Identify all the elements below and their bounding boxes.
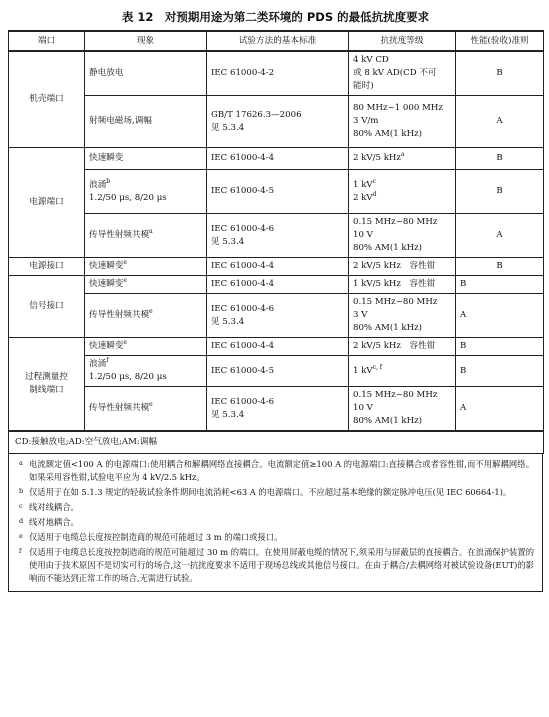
footnote-mark: e [123, 277, 127, 285]
level-line: 2 kV/5 kHz 容性钳 [353, 261, 436, 271]
table-title: 表 12 对预期用途为第二类环境的 PDS 的最低抗扰度要求 [121, 10, 430, 24]
table-row [9, 338, 544, 356]
table-row [9, 276, 544, 294]
table-row [9, 258, 544, 276]
table-row [9, 214, 544, 258]
cell-line: IEC 61000-4-6 [211, 396, 275, 407]
footnote-mark: b [19, 487, 24, 495]
level-line: 能时) [353, 81, 374, 91]
phenomenon-cell [85, 338, 207, 356]
standard-cell [207, 51, 349, 96]
footnote-text: 仅适用于在如 5.1.3 规定的轻载试验条件期间电流消耗<63 A 的电源端口。不应超过基本绝缘的额定脉冲电压(见 IEC 60664-1)。 [29, 487, 512, 497]
phenomenon-name: 快速瞬变$^e$ [89, 339, 127, 351]
footnote-text: 电流额定值<100 A 的电源端口:使用耦合和解耦网络直接耦合。电流额定值≥100 A 的电源端口:直接耦合或者容性钳,而不用解耦网络。如果采用容性钳,试验电平应为 4 kV/2.5 kHz。 [29, 459, 534, 482]
level-cell [349, 258, 456, 276]
table-row [9, 148, 544, 170]
table-body [9, 31, 544, 454]
cell-line: IEC 61000-4-4 [211, 261, 275, 271]
port-cell [9, 258, 85, 276]
criterion-cell: A [456, 214, 544, 258]
cell-line: 机壳端口 [29, 94, 64, 104]
level-line: 80% AM(1 kHz) [353, 416, 422, 426]
cell-line: 制线端口 [29, 385, 64, 395]
cell-line: 见 5.3.4 [211, 316, 245, 327]
table-row [9, 294, 544, 338]
level-cell [349, 51, 456, 96]
footnote-text: 仅适用于电缆总长度按控制造商的规范可能超过 30 m 的端口。在使用屏蔽电缆的情况下,须采用与屏蔽层的直接耦合。在浪涌保护装置的使用由于技术原因不是切实可行的场合,这一抗扰度要求不适用于现场总线或其他信号接口。在由于耦合/去耦网络对被试验设备(EUT)的影响而不能达到正常工作的场合,无需进行试验。 [29, 547, 534, 583]
header-level: 抗扰度等级 [349, 31, 456, 51]
phenomenon-cell [85, 96, 207, 148]
standard-cell [207, 214, 349, 258]
footnote-mark: b [106, 177, 111, 185]
notes-block [8, 454, 543, 592]
level-cell [349, 356, 456, 387]
footnote-mark: e [123, 259, 127, 267]
footnote-mark: f [106, 357, 109, 365]
cell-line: 电源端口 [29, 197, 64, 207]
level-cell [349, 214, 456, 258]
level-cell [349, 148, 456, 170]
cell-line: IEC 61000-4-2 [211, 68, 275, 78]
phenomenon-waveform: 1.2/50 μs, 8/20 μs [89, 372, 167, 382]
level-cell [349, 276, 456, 294]
footnote [19, 486, 534, 499]
standard-cell [207, 276, 349, 294]
phenomenon-cell [85, 170, 207, 214]
header-port: 端口 [9, 31, 85, 51]
footnote-text: 线对线耦合。 [29, 502, 79, 512]
phenomenon-name: 快速瞬变$^e$ [89, 277, 127, 289]
level-line: 80 MHz~1 000 MHz [353, 103, 443, 113]
footnote-mark: e [123, 339, 127, 347]
cell-line: IEC 61000-4-5 [211, 186, 275, 196]
phenomenon-name: 射频电磁场,调幅 [89, 116, 152, 126]
footnote-text: 仅适用于电缆总长度按控制造商的规范可能超过 3 m 的端口或接口。 [29, 532, 283, 542]
phenomenon-name: 传导性射频共模$^e$ [89, 401, 153, 413]
level-line: 80% AM(1 kHz) [353, 129, 422, 139]
footnote [19, 458, 534, 484]
table-row [9, 356, 544, 387]
level-line: 1 kV/5 kHz 容性钳 [353, 279, 436, 289]
criterion-cell: B [456, 148, 544, 170]
standard-cell [207, 338, 349, 356]
criterion-cell: B [456, 338, 544, 356]
criterion-cell: B [456, 51, 544, 96]
cell-line: IEC 61000-4-6 [211, 223, 275, 234]
phenomenon-name: 传导性射频共模$^e$ [89, 308, 153, 320]
cell-line: 见 5.3.4 [211, 122, 245, 133]
footnote-mark: c, f [372, 363, 383, 371]
criterion-cell: B [456, 276, 544, 294]
phenomenon-name: 浪涌$^b$ [89, 177, 111, 190]
standard-cell [207, 170, 349, 214]
level-line: 3 V/m [353, 116, 379, 126]
standard-cell [207, 356, 349, 387]
phenomenon-name: 静电放电 [89, 68, 124, 78]
cell-line: GB/T 17626.3—2006 [211, 109, 302, 120]
phenomenon-cell [85, 294, 207, 338]
header-standard: 试验方法的基本标准 [207, 31, 349, 51]
level-line: 0.15 MHz~80 MHz [353, 217, 438, 227]
level-cell [349, 338, 456, 356]
level-line: 1 kV$^{c, f}$ [353, 363, 383, 376]
footnote-mark: e [149, 401, 153, 409]
level-line: 2 kV/5 kHz 容性钳 [353, 341, 436, 351]
criterion-cell: A [456, 387, 544, 432]
level-line: 3 V [353, 310, 368, 320]
phenomenon-cell [85, 356, 207, 387]
level-cell [349, 387, 456, 432]
level-line: 0.15 MHz~80 MHz [353, 390, 438, 400]
level-line: 10 V [353, 403, 373, 413]
footnote-mark: a [19, 459, 23, 467]
standard-cell [207, 387, 349, 432]
port-cell [9, 276, 85, 338]
standard-cell [207, 148, 349, 170]
footnote [19, 531, 534, 544]
cell-line: IEC 61000-4-6 [211, 303, 275, 314]
footnote-mark: a [400, 151, 405, 159]
criterion-cell: A [456, 96, 544, 148]
level-line: 或 8 kV AD(CD 不可 [353, 68, 437, 78]
abbreviation-text: CD:接触放电;AD:空气放电;AM:调幅 [9, 431, 544, 454]
cell-line: IEC 61000-4-4 [211, 341, 275, 351]
phenomenon-name: 快速瞬变$^e$ [89, 259, 127, 271]
criterion-cell: B [456, 258, 544, 276]
cell-line: 过程测量控 [25, 372, 68, 382]
port-cell [9, 148, 85, 258]
phenomenon-name: 传导性射频共模$^a$ [89, 228, 153, 240]
phenomenon-cell [85, 258, 207, 276]
level-line: 80% AM(1 kHz) [353, 323, 422, 333]
level-line: 1 $kV^c$ [353, 177, 376, 190]
header-criterion: 性能(验收)准则 [456, 31, 544, 51]
phenomenon-name: 快速瞬变 [89, 153, 124, 163]
level-line: 4 kV CD [353, 55, 389, 65]
level-cell [349, 96, 456, 148]
footnote-mark: c [372, 177, 376, 185]
cell-line: 见 5.3.4 [211, 236, 245, 247]
footnote-mark: e [19, 532, 23, 540]
standard-cell [207, 258, 349, 276]
table-row [9, 387, 544, 432]
footnote [19, 501, 534, 514]
phenomenon-cell [85, 387, 207, 432]
phenomenon-cell [85, 214, 207, 258]
port-cell [9, 338, 85, 432]
table-row [9, 96, 544, 148]
standard-cell [207, 294, 349, 338]
level-line: 2 kV/5 kHz$^a$ [353, 151, 405, 163]
table-row [9, 170, 544, 214]
phenomenon-cell [85, 276, 207, 294]
cell-line: 见 5.3.4 [211, 409, 245, 420]
footnote-mark: d [19, 517, 24, 525]
cell-line: IEC 61000-4-4 [211, 153, 275, 163]
port-cell [9, 51, 85, 148]
footnote [19, 546, 534, 585]
cell-line: IEC 61000-4-5 [211, 365, 275, 376]
footnote-mark: d [372, 190, 377, 198]
level-cell [349, 294, 456, 338]
criterion-cell: A [456, 294, 544, 338]
header-phenomenon: 现象 [85, 31, 207, 51]
phenomenon-waveform: 1.2/50 μs, 8/20 μs [89, 192, 167, 203]
phenomenon-cell [85, 51, 207, 96]
cell-line: 信号接口 [29, 301, 64, 311]
phenomenon-cell [85, 148, 207, 170]
level-line: 80% AM(1 kHz) [353, 243, 422, 253]
criterion-cell: B [456, 356, 544, 387]
level-cell [349, 170, 456, 214]
standard-cell [207, 96, 349, 148]
immunity-table [8, 30, 544, 454]
footnote-text: 线对地耦合。 [29, 517, 79, 527]
level-line: 10 V [353, 230, 373, 240]
header-row [9, 31, 544, 51]
level-line: 2 $kV^d$ [353, 190, 377, 203]
level-line: 0.15 MHz~80 MHz [353, 297, 438, 307]
footnote-mark: f [19, 547, 22, 555]
cell-line: 电源接口 [29, 261, 64, 271]
criterion-cell: B [456, 170, 544, 214]
footnote-mark: a [149, 228, 153, 236]
phenomenon-name: 浪涌$^f$ [89, 357, 109, 369]
abbreviation-row [9, 431, 544, 454]
footnote-mark: c [19, 502, 23, 510]
footnote-mark: e [149, 308, 153, 316]
table-row [9, 51, 544, 96]
footnote [19, 516, 534, 529]
cell-line: IEC 61000-4-4 [211, 279, 275, 289]
